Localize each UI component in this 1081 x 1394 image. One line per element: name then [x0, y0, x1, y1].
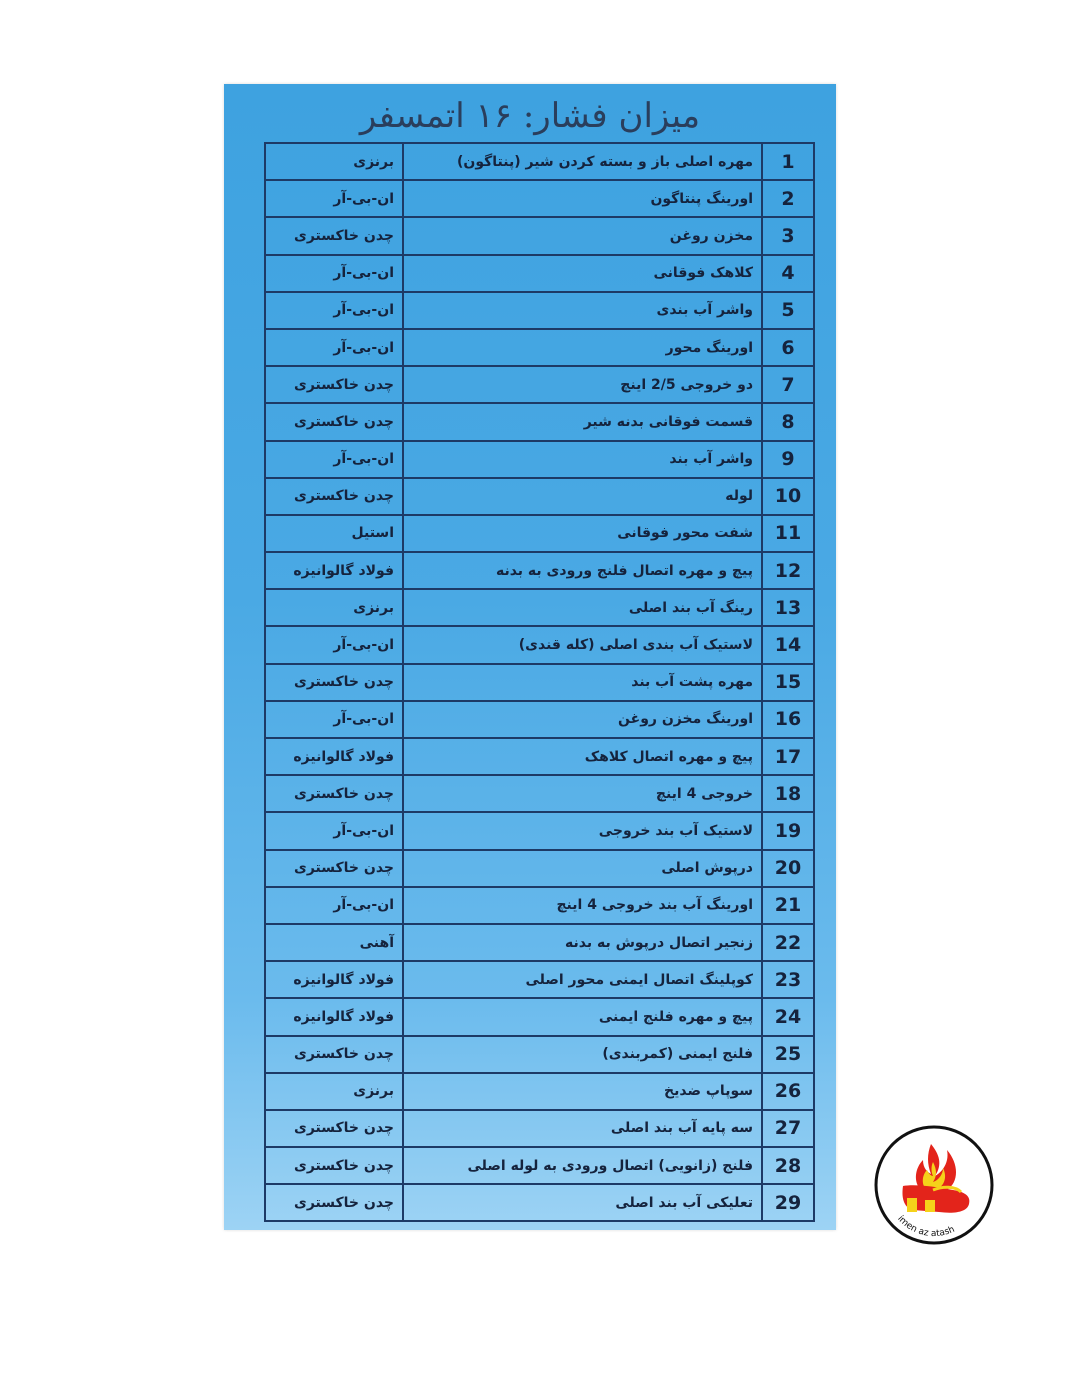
part-material: چدن خاکستری: [265, 775, 403, 812]
part-name: لاستیک آب بندی اصلی (کله قندی): [403, 626, 762, 663]
part-material: فولاد گالوانیزه: [265, 998, 403, 1035]
row-number: 19: [762, 812, 814, 849]
part-name: مخزن روغن: [403, 217, 762, 254]
table-row: [265, 738, 814, 775]
row-number: 20: [762, 850, 814, 887]
table-row: [265, 775, 814, 812]
part-name: فلنج (زانویی) اتصال ورودی به لوله اصلی: [403, 1147, 762, 1184]
part-material: چدن خاکستری: [265, 664, 403, 701]
part-name: کوپلینگ اتصال ایمنی محور اصلی: [403, 961, 762, 998]
part-material: چدن خاکستری: [265, 478, 403, 515]
row-number: 22: [762, 924, 814, 961]
table-row: [265, 255, 814, 292]
row-number: 25: [762, 1036, 814, 1073]
table-row: [265, 515, 814, 552]
table-row: [265, 626, 814, 663]
part-material: چدن خاکستری: [265, 1110, 403, 1147]
part-name: اورینگ پنتاگون: [403, 180, 762, 217]
part-material: ان-بی-آر: [265, 812, 403, 849]
part-material: برنزی: [265, 589, 403, 626]
part-name: پیچ و مهره اتصال فلنج ورودی به بدنه: [403, 552, 762, 589]
part-material: فولاد گالوانیزه: [265, 552, 403, 589]
part-material: فولاد گالوانیزه: [265, 738, 403, 775]
part-name: تعلیکی آب بند اصلی: [403, 1184, 762, 1221]
row-number: 13: [762, 589, 814, 626]
row-number: 24: [762, 998, 814, 1035]
row-number: 1: [762, 143, 814, 180]
part-material: ان-بی-آر: [265, 329, 403, 366]
part-material: ان-بی-آر: [265, 887, 403, 924]
part-name: قسمت فوقانی بدنه شیر: [403, 403, 762, 440]
row-number: 7: [762, 366, 814, 403]
table-row: [265, 217, 814, 254]
part-material: چدن خاکستری: [265, 403, 403, 440]
part-material: ان-بی-آر: [265, 180, 403, 217]
row-number: 27: [762, 1110, 814, 1147]
part-name: پیچ و مهره اتصال کلاهک: [403, 738, 762, 775]
table-row: [265, 180, 814, 217]
part-name: درپوش اصلی: [403, 850, 762, 887]
table-row: [265, 1036, 814, 1073]
row-number: 8: [762, 403, 814, 440]
table-row: [265, 701, 814, 738]
part-material: ان-بی-آر: [265, 701, 403, 738]
part-name: زنجیر اتصال درپوش به بدنه: [403, 924, 762, 961]
table-row: [265, 850, 814, 887]
table-row: [265, 961, 814, 998]
row-number: 16: [762, 701, 814, 738]
part-name: لوله: [403, 478, 762, 515]
part-material: چدن خاکستری: [265, 217, 403, 254]
part-name: پیچ و مهره فلنج ایمنی: [403, 998, 762, 1035]
part-name: دو خروجی 2/5 اینچ: [403, 366, 762, 403]
row-number: 15: [762, 664, 814, 701]
part-material: ان-بی-آر: [265, 626, 403, 663]
table-row: [265, 1110, 814, 1147]
part-material: ان-بی-آر: [265, 441, 403, 478]
row-number: 29: [762, 1184, 814, 1221]
table-row: [265, 1147, 814, 1184]
row-number: 9: [762, 441, 814, 478]
row-number: 17: [762, 738, 814, 775]
row-number: 10: [762, 478, 814, 515]
part-material: برنزی: [265, 1073, 403, 1110]
part-material: استیل: [265, 515, 403, 552]
part-material: چدن خاکستری: [265, 850, 403, 887]
part-material: ان-بی-آر: [265, 292, 403, 329]
parts-table: [264, 142, 815, 1222]
row-number: 21: [762, 887, 814, 924]
row-number: 11: [762, 515, 814, 552]
part-name: رینگ آب بند اصلی: [403, 589, 762, 626]
row-number: 28: [762, 1147, 814, 1184]
part-name: شفت محور فوقانی: [403, 515, 762, 552]
part-name: اورینگ آب بند خروجی 4 اینچ: [403, 887, 762, 924]
part-material: چدن خاکستری: [265, 1184, 403, 1221]
page-title: میزان فشار: ۱۶ اتمسفر: [359, 96, 701, 136]
parts-card: [224, 84, 836, 1230]
table-row: [265, 478, 814, 515]
table-row: [265, 589, 814, 626]
table-row: [265, 1073, 814, 1110]
table-row: [265, 924, 814, 961]
row-number: 26: [762, 1073, 814, 1110]
table-row: [265, 329, 814, 366]
table-row: [265, 366, 814, 403]
table-row: [265, 812, 814, 849]
table-row: [265, 887, 814, 924]
row-number: 2: [762, 180, 814, 217]
row-number: 12: [762, 552, 814, 589]
table-row: [265, 664, 814, 701]
part-name: اورینگ مخزن روغن: [403, 701, 762, 738]
part-material: چدن خاکستری: [265, 1036, 403, 1073]
table-row: [265, 998, 814, 1035]
row-number: 3: [762, 217, 814, 254]
row-number: 18: [762, 775, 814, 812]
part-name: سه پایه آب بند اصلی: [403, 1110, 762, 1147]
part-name: لاستیک آب بند خروجی: [403, 812, 762, 849]
table-row: [265, 292, 814, 329]
part-name: فلنج ایمنی (کمربندی): [403, 1036, 762, 1073]
row-number: 14: [762, 626, 814, 663]
part-material: فولاد گالوانیزه: [265, 961, 403, 998]
table-row: [265, 143, 814, 180]
row-number: 23: [762, 961, 814, 998]
part-name: سوپاپ ضدیخ: [403, 1073, 762, 1110]
part-name: مهره اصلی باز و بسته کردن شیر (پنتاگون): [403, 143, 762, 180]
part-material: ان-بی-آر: [265, 255, 403, 292]
row-number: 5: [762, 292, 814, 329]
flame-hand-logo-icon: [873, 1124, 995, 1246]
part-material: آهنی: [265, 924, 403, 961]
part-name: واشر آب بند: [403, 441, 762, 478]
logo-text: imen az atash: [895, 1214, 957, 1240]
part-material: برنزی: [265, 143, 403, 180]
part-name: خروجی 4 اینچ: [403, 775, 762, 812]
part-name: کلاهک فوقانی: [403, 255, 762, 292]
part-name: واشر آب بندی: [403, 292, 762, 329]
table-row: [265, 441, 814, 478]
row-number: 4: [762, 255, 814, 292]
part-name: اورینگ محور: [403, 329, 762, 366]
table-row: [265, 552, 814, 589]
table-row: [265, 403, 814, 440]
part-name: مهره پشت آب بند: [403, 664, 762, 701]
row-number: 6: [762, 329, 814, 366]
part-material: چدن خاکستری: [265, 366, 403, 403]
table-row: [265, 1184, 814, 1221]
part-material: چدن خاکستری: [265, 1147, 403, 1184]
